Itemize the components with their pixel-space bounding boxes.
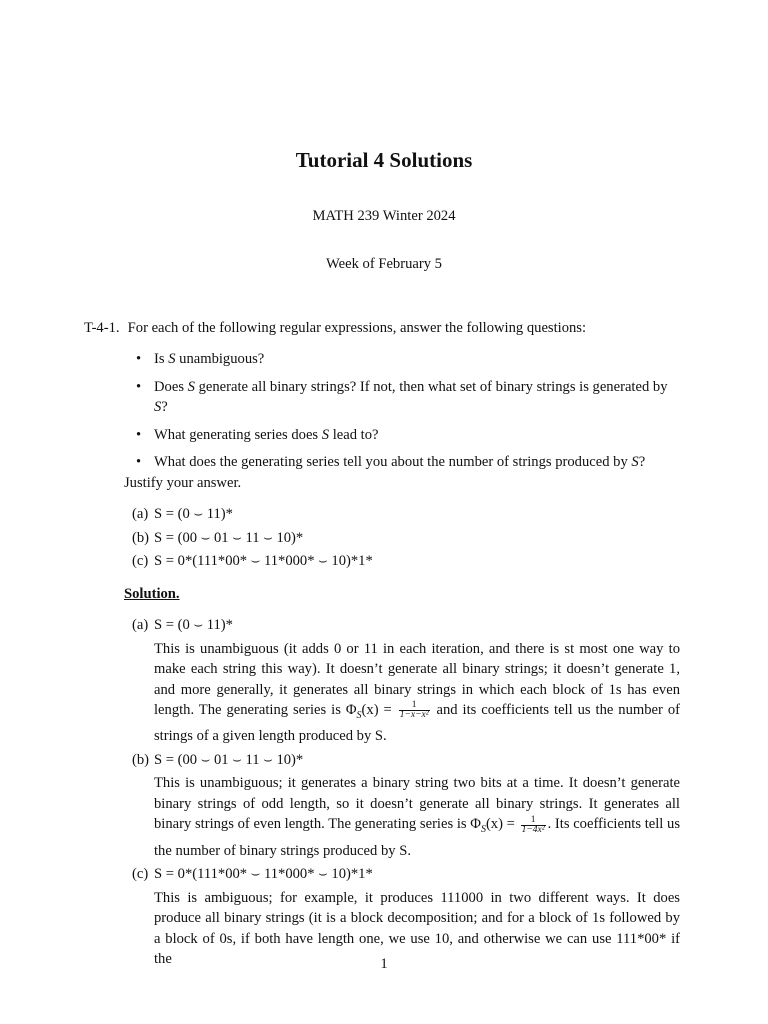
question-item: • Is S unambiguous? bbox=[132, 349, 680, 370]
question-list bbox=[132, 349, 680, 480]
regex-expression: S = (00 ⌣ 01 ⌣ 11 ⌣ 10)* bbox=[154, 529, 304, 546]
problem-intro: For each of the following regular expressions, answer the following questions: bbox=[127, 320, 587, 336]
solution-paragraph: This is unambiguous; it generates a binary string two bits at a time. It doesn’t generate binary strings of odd length, so it doesn’t generate all binary strings. It generates all binary strings of even length. The generating series is $\Phi_S(x)$ = $\frac{1}{\text{1−4x²}}$ . Its coefficients tell us the number of binary strings produced by S. bbox=[154, 775, 681, 859]
solution-expression: S = (0 ⌣ 11)* bbox=[154, 617, 233, 633]
solution-part-c: (c) S = 0*(111*00* ⌣ 11*000* ⌣ 10)*1* This is ambiguous; for example, it produces 111000 in two different ways. It does produce all binary strings (it is a block decomposition; and for a block of 1s followed by a block of 0s, if both have length one, we use 10, and otherwise we can use 111*00* if the bbox=[132, 864, 680, 973]
generating-series-fraction: $\frac{1}{\text{1−4x²}}$ bbox=[521, 814, 545, 835]
regex-expression: S = (0 ⌣ 11)* bbox=[154, 506, 233, 522]
solution-part-a: (a) S = (0 ⌣ 11)* This is unambiguous (it adds 0 or 11 in each iteration, and there is st most one way to make each string this way). It doesn’t generate all binary strings; it doesn’t generate 1, and more generally, it generates all binary strings in which each block of 1s has even length. The generating series is $\Phi_S(x)$ = $\frac{1}{\text{1−x−x²}}$ and its coefficients tell us the number of strings of a given length produced by S. bbox=[132, 615, 680, 750]
problem-statement bbox=[84, 318, 684, 339]
part-row-a: (a) S = (0 ⌣ 11)* bbox=[132, 504, 680, 525]
solution-body bbox=[132, 615, 680, 973]
solution-paragraph: This is ambiguous; for example, it produces 111000 in two different ways. It does produce all binary strings (it is a block decomposition; and for a block of 1s followed by a block of 0s, if both have length one, we use 10, and otherwise we can use 111*00* if the bbox=[154, 889, 680, 968]
part-row-b: (b) S = (00 ⌣ 01 ⌣ 11 ⌣ 10)* bbox=[132, 528, 680, 549]
page-number: 1 bbox=[380, 956, 388, 972]
week-line: Week of February 5 bbox=[326, 256, 442, 272]
regex-expression: S = 0*(111*00* ⌣ 11*000* ⌣ 10)*1* bbox=[154, 553, 373, 569]
question-item: • What does the generating series tell you about the number of strings produced by S? bbox=[132, 452, 680, 473]
question-item: • Does S generate all binary strings? If not, then what set of binary strings is generated by S? bbox=[132, 377, 680, 418]
question-item: • What generating series does S lead to? bbox=[132, 425, 680, 446]
solution-expression: S = 0*(111*00* ⌣ 11*000* ⌣ 10)*1* bbox=[154, 866, 373, 883]
solution-part-b: (b) S = (00 ⌣ 01 ⌣ 11 ⌣ 10)* This is unambiguous; it generates a binary string two bits at a time. It doesn’t generate binary strings of odd length, so it doesn’t generate all binary strings. It generates all binary strings of even length. The generating series is $\Phi_S(x)$ = $\frac{1}{\text{1−4x²}}$ . Its coefficients tell us the number of binary strings produced by S. bbox=[132, 750, 680, 864]
solution-expression: S = (00 ⌣ 01 ⌣ 11 ⌣ 10)* bbox=[154, 751, 304, 768]
generating-series-fraction: $\frac{1}{\text{1−x−x²}}$ bbox=[399, 700, 429, 721]
solution-heading: Solution. bbox=[124, 586, 180, 602]
page-title: Tutorial 4 Solutions bbox=[295, 148, 473, 172]
solution-paragraph: This is unambiguous (it adds 0 or 11 in each iteration, and there is st most one way to make each string this way). It doesn’t generate all binary strings; it doesn’t generate 1, and more generally, it generates all binary strings in which each block of 1s has even length. The generating series is $\Phi_S(x)$ = $\frac{1}{\text{1−x−x²}}$ and its coefficients tell us the number of strings of a given length produced by S. bbox=[154, 640, 680, 745]
part-row-c: (c) S = 0*(111*00* ⌣ 11*000* ⌣ 10)*1* bbox=[132, 551, 680, 572]
problem-label: T-4-1. bbox=[84, 320, 120, 336]
justify-instruction: Justify your answer. bbox=[124, 475, 242, 491]
course-line: MATH 239 Winter 2024 bbox=[312, 208, 456, 224]
problem-parts bbox=[132, 504, 680, 575]
